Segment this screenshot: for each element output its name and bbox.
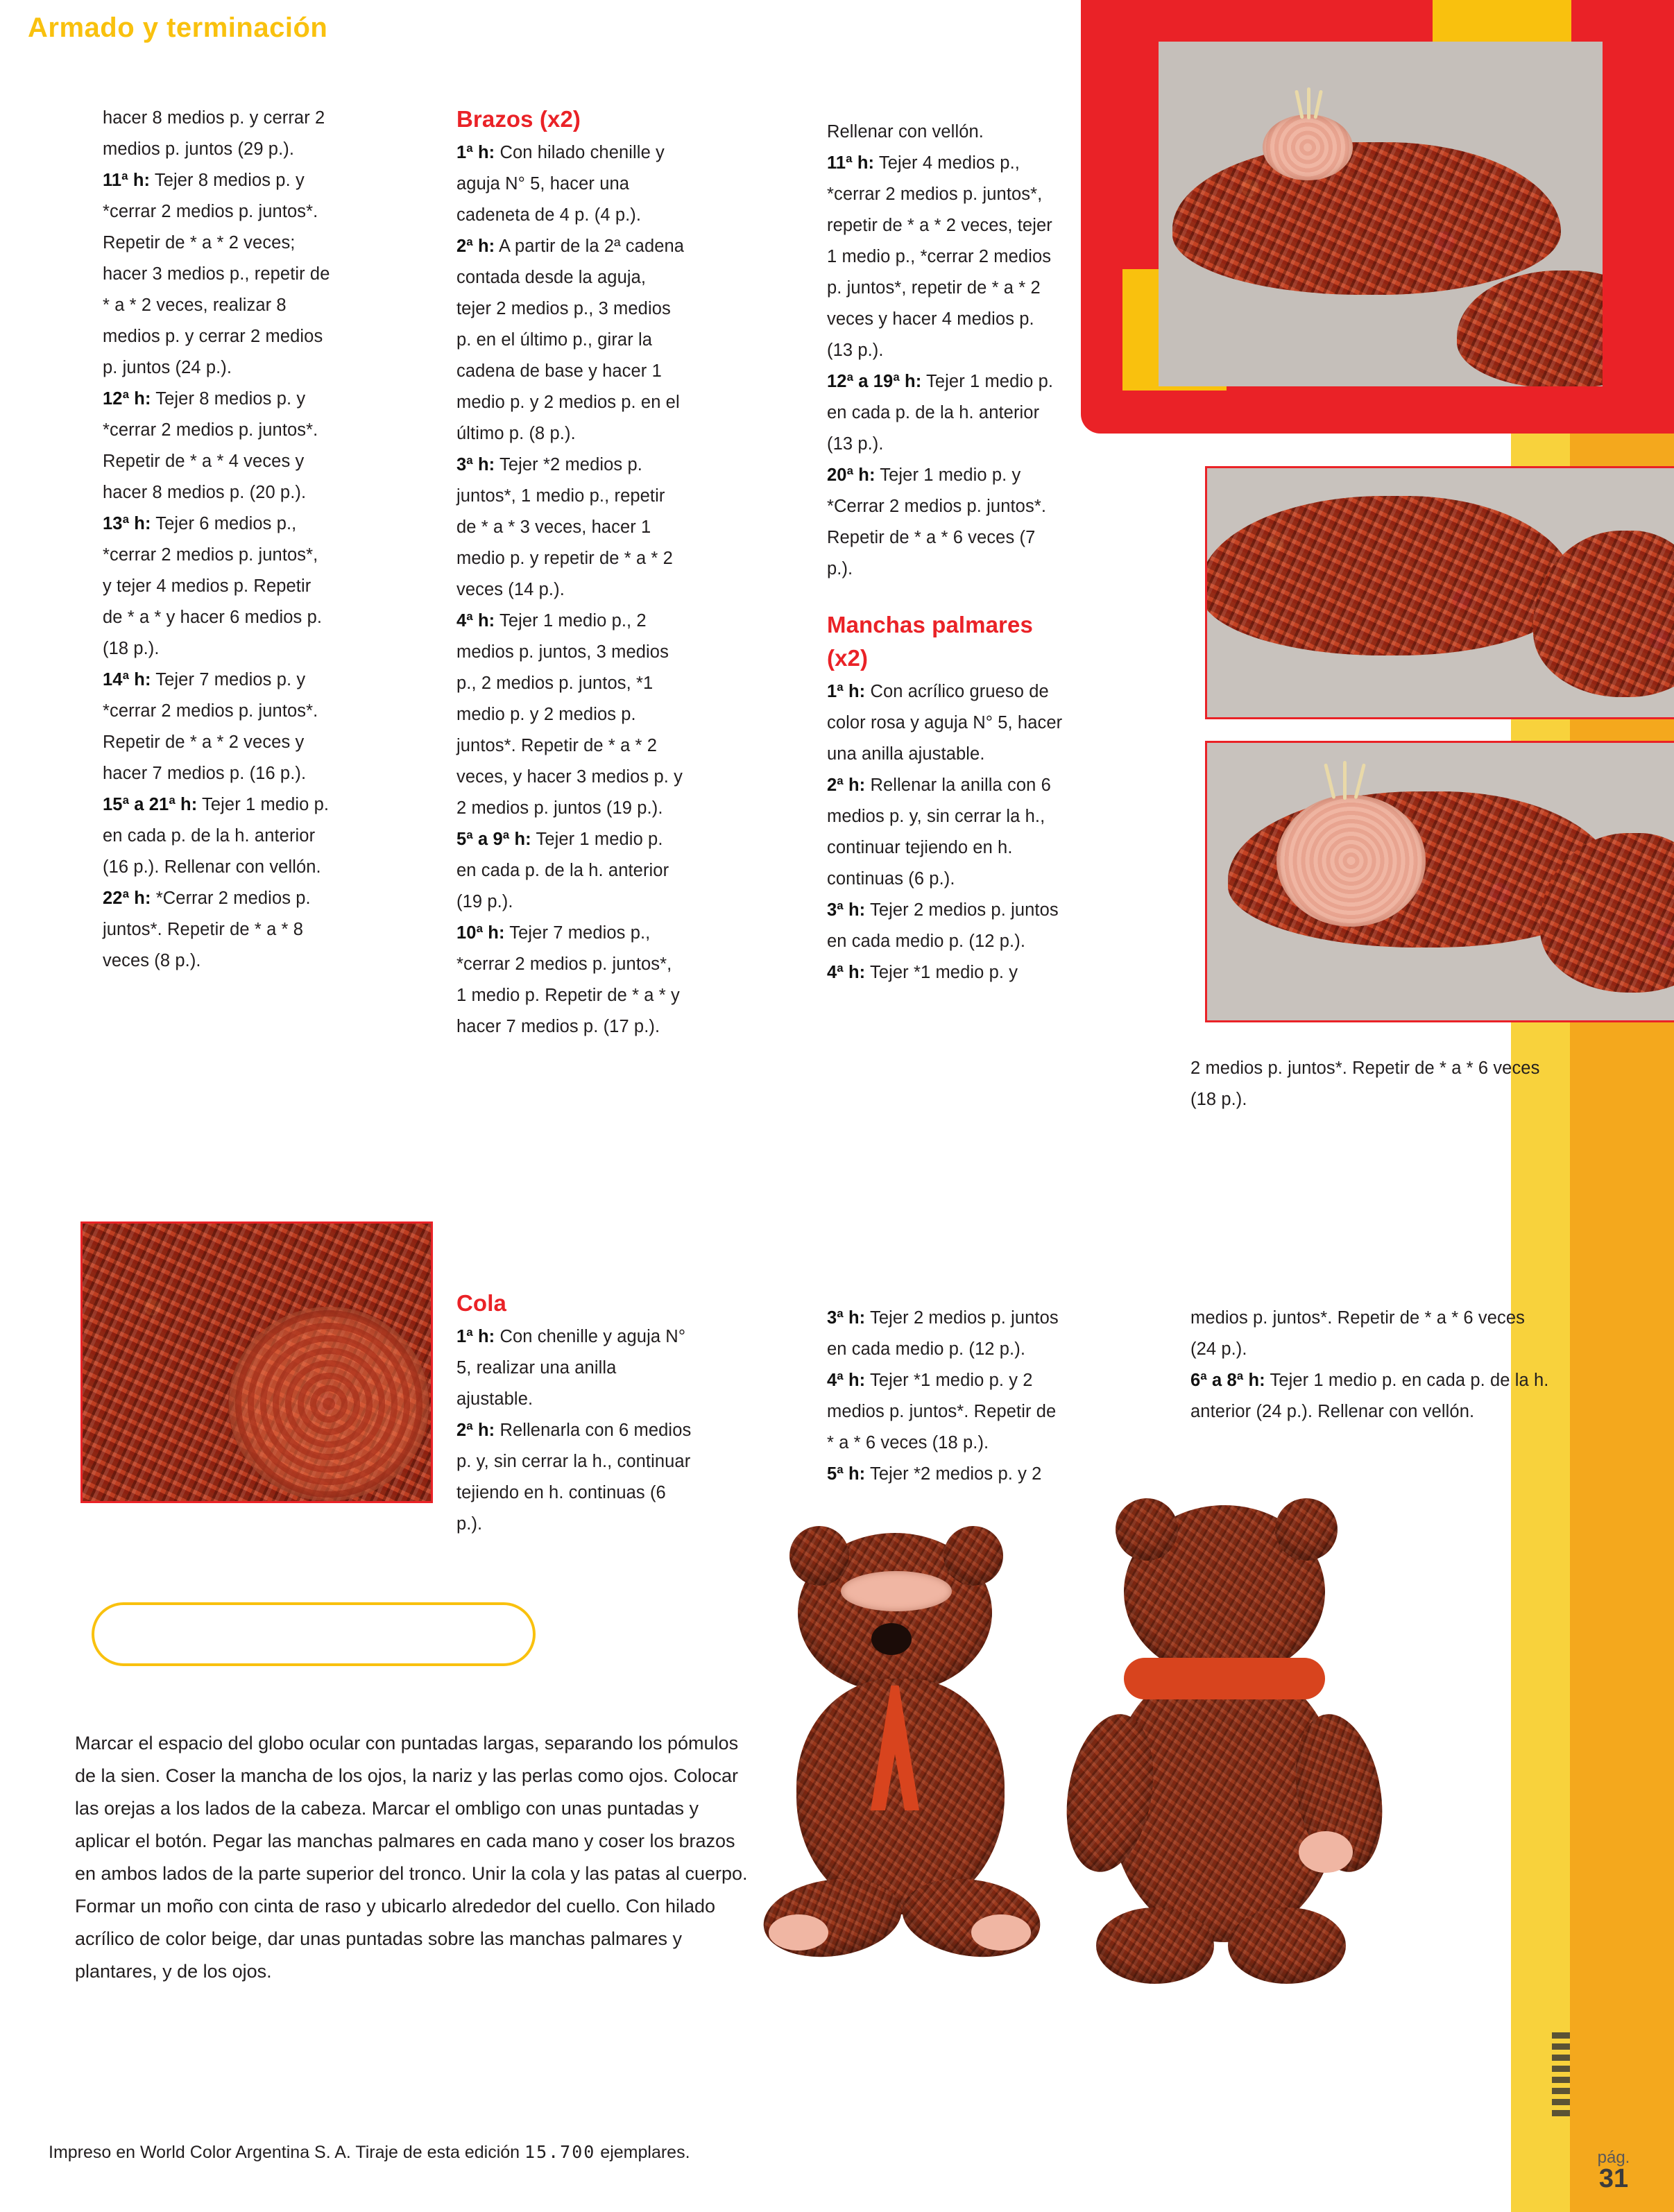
instruction-row: 15ª a 21ª h: Tejer 1 medio p. en cada p. de la h. anterior (16 p.). Rellenar con vellón. [103, 795, 330, 877]
row-label: 5ª a 9ª h: [456, 830, 531, 849]
swatch-circle-detail [228, 1307, 429, 1501]
text-column-2 [456, 103, 685, 1043]
text-column-2-lower [456, 1287, 692, 1540]
instruction-text: 2 medios p. juntos*. Repetir de * a * 6 veces (18 p.). [1190, 1058, 1540, 1109]
slipper-shape-second [1533, 531, 1674, 697]
row-label: 3ª h: [456, 455, 495, 474]
page-label: pág. [1597, 2148, 1630, 2167]
yellow-elbow-shape-2 [1122, 269, 1164, 391]
bear-right-palm-pad [1299, 1831, 1353, 1873]
row-label: 10ª h: [456, 923, 505, 943]
claw-icon [1307, 87, 1310, 119]
armado-paragraph: Marcar el espacio del globo ocular con puntadas largas, separando los pómulos de la sien. Coser la mancha de los ojos, la nariz y las perlas como ojos. Colocar las orejas a los lados de la cabeza. Marcar el ombligo con unas puntadas y aplicar el botón. Pegar las manchas palmares en cada mano y coser los brazos en ambos lados de la parte superior del tronco. Unir la cola y las patas al cuerpo. Formar un moño con cinta de raso y ubicarlo alrededor del cuello. Con hilado acrílico de color beige, dar unas puntadas sobre las manchas palmares y plantares, y de los ojos. [75, 1733, 748, 1982]
footer-text-after: ejemplares. [600, 2143, 690, 2162]
instruction-row: 1ª h: Con acrílico grueso de color rosa y aguja N° 5, hacer una anilla ajustable. [827, 682, 1063, 764]
instruction-row: 5ª a 9ª h: Tejer 1 medio p. en cada p. de la h. anterior (19 p.). [456, 830, 669, 911]
instruction-row: 2ª h: A partir de la 2ª cadena contada desde la aguja, tejer 2 medios p., 3 medios p. en el último p., girar la cadena de base y hacer 1 medio p. y 2 medios p. en el último p. (8 p.). [456, 237, 685, 443]
row-label: 11ª h: [827, 153, 875, 173]
armado-banner-title: Armado y terminación [28, 12, 328, 43]
text-column-1 [103, 103, 332, 977]
row-label: 4ª h: [456, 611, 495, 631]
row-label: 14ª h: [103, 670, 151, 689]
section-heading: Cola [456, 1290, 506, 1316]
instruction-row: 12ª a 19ª h: Tejer 1 medio p. en cada p. de la h. anterior (13 p.). [827, 372, 1054, 454]
row-label: 6ª a 8ª h: [1190, 1371, 1265, 1390]
instruction-text: Rellenar con vellón. [827, 122, 984, 142]
plantar-pad [1263, 114, 1353, 180]
section-heading: Manchas palmares (x2) [827, 612, 1033, 671]
row-label: 4ª h: [827, 1371, 866, 1390]
text-column-4-lower [1190, 1303, 1551, 1427]
row-label: 3ª h: [827, 900, 866, 920]
instruction-row: 1ª h: Con hilado chenille y aguja N° 5, hacer una cadeneta de 4 p. (4 p.). [456, 143, 665, 225]
bear-left-nose [871, 1623, 912, 1655]
instruction-text: hacer 8 medios p. y cerrar 2 medios p. juntos (29 p.). [103, 108, 325, 159]
row-label: 1ª h: [456, 143, 495, 162]
bear-right-leg [1096, 1907, 1214, 1984]
instruction-row: 1ª h: Con chenille y aguja N° 5, realizar una anilla ajustable. [456, 1327, 686, 1409]
armado-body-text [75, 1727, 755, 1988]
armado-banner [92, 1602, 536, 1666]
claw-icon [1295, 89, 1304, 119]
footer-text-before: Impreso en World Color Argentina S. A. Tiraje de esta edición [49, 2143, 520, 2162]
bear-right-ribbon [1124, 1658, 1325, 1699]
slipper-shape-second [1457, 271, 1603, 386]
claw-icon [1343, 761, 1347, 800]
photo-slipper-top [1159, 42, 1603, 386]
row-label: 11ª h: [103, 171, 151, 190]
instruction-row: 22ª h: *Cerrar 2 medios p. juntos*. Repetir de * a * 8 veces (8 p.). [103, 889, 311, 970]
palmar-pad [1276, 795, 1426, 927]
instruction-row: 14ª h: Tejer 7 medios p. y *cerrar 2 medios p. juntos*. Repetir de * a * 2 veces y hacer 7 medios p. (16 p.). [103, 670, 318, 783]
row-label: 2ª h: [456, 1421, 495, 1440]
row-label: 12ª a 19ª h: [827, 372, 922, 391]
instruction-row: 11ª h: Tejer 4 medios p., *cerrar 2 medios p. juntos*, repetir de * a * 2 veces, tejer 1 medio p., *cerrar 2 medios p. juntos*, repetir de * a * 2 veces y hacer 4 medios p. (13 p.). [827, 153, 1052, 360]
instruction-row: 12ª h: Tejer 8 medios p. y *cerrar 2 medios p. juntos*. Repetir de * a * 4 veces y hacer 8 medios p. (20 p.). [103, 389, 318, 502]
bear-right-leg-2 [1228, 1907, 1346, 1984]
bear-left-ear-2 [943, 1526, 1003, 1586]
row-label: 13ª h: [103, 514, 151, 533]
instruction-row: 4ª h: Tejer *1 medio p. y 2 medios p. juntos*. Repetir de * a * 6 veces (18 p.). [827, 1371, 1057, 1452]
row-label: 4ª h: [827, 963, 866, 982]
row-label: 2ª h: [456, 237, 495, 256]
print-footer [49, 2142, 690, 2163]
claw-icon [1313, 89, 1323, 119]
registration-marks [1552, 2032, 1570, 2136]
bear-left-ear [789, 1526, 849, 1586]
instruction-row: 3ª h: Tejer 2 medios p. juntos en cada medio p. (12 p.). [827, 900, 1059, 951]
instruction-row: 20ª h: Tejer 1 medio p. y *Cerrar 2 medios p. juntos*. Repetir de * a * 6 veces (7 p.). [827, 465, 1047, 578]
instruction-row: 4ª h: Tejer 1 medio p., 2 medios p. juntos, 3 medios p., 2 medios p. juntos, *1 medio p. y 2 medios p. juntos*. Repetir de * a * 2 veces, y hacer 3 medios p. y 2 medios p. juntos (19 p.). [456, 611, 683, 818]
text-column-3-lower [827, 1303, 1063, 1490]
bear-left-eye-patch [841, 1571, 952, 1611]
instruction-row: 6ª a 8ª h: Tejer 1 medio p. en cada p. de la h. anterior (24 p.). Rellenar con vellón. [1190, 1371, 1549, 1421]
section-heading: Brazos (x2) [456, 106, 581, 132]
instruction-row: 4ª h: Tejer *1 medio p. y [827, 963, 1018, 982]
bear-left-foot-pad [769, 1914, 828, 1950]
row-label: 1ª h: [827, 682, 866, 701]
instruction-row: 13ª h: Tejer 6 medios p., *cerrar 2 medios p. juntos*, y tejer 4 medios p. Repetir de * a * y hacer 6 medios p. (18 p.). [103, 514, 323, 658]
row-label: 12ª h: [103, 389, 151, 409]
instruction-row: 11ª h: Tejer 8 medios p. y *cerrar 2 medios p. juntos*. Repetir de * a * 2 veces; hacer 3 medios p., repetir de * a * 2 veces, realizar 8 medios p. y cerrar 2 medios p. juntos (24 p.). [103, 171, 330, 377]
row-label: 22ª h: [103, 889, 151, 908]
row-label: 3ª h: [827, 1308, 866, 1328]
instruction-row: 3ª h: Tejer 2 medios p. juntos en cada medio p. (12 p.). [827, 1308, 1059, 1359]
bear-right-ear-2 [1275, 1498, 1338, 1561]
text-column-4 [1190, 1053, 1551, 1115]
row-label: 20ª h: [827, 465, 876, 485]
bear-left-foot-pad-2 [971, 1914, 1031, 1950]
instruction-row: 2ª h: Rellenar la anilla con 6 medios p. y, sin cerrar la h., continuar tejiendo en h. continuas (6 p.). [827, 775, 1051, 889]
instruction-row: 5ª h: Tejer *2 medios p. y 2 [827, 1464, 1042, 1484]
instruction-row: 2ª h: Rellenarla con 6 medios p. y, sin cerrar la h., continuar tejiendo en h. continuas (6 p.). [456, 1421, 692, 1534]
row-label: 15ª a 21ª h: [103, 795, 198, 814]
row-label: 2ª h: [827, 775, 866, 795]
photo-palmar-pad [1205, 741, 1674, 1022]
photo-fabric-swatch [80, 1221, 433, 1503]
page-number: 31 [1598, 2164, 1629, 2193]
footer-tiraje-number: 15.700 [524, 2142, 596, 2162]
page-number-block [1575, 2147, 1652, 2193]
instruction-row: 3ª h: Tejer *2 medios p. juntos*, 1 medio p., repetir de * a * 3 veces, hacer 1 medio p. y repetir de * a * 2 veces (14 p.). [456, 455, 673, 599]
slipper-shape-second [1540, 833, 1674, 993]
photo-slipper-middle [1205, 466, 1674, 719]
instruction-text: medios p. juntos*. Repetir de * a * 6 veces (24 p.). [1190, 1308, 1525, 1359]
bear-right-ear [1116, 1498, 1178, 1561]
text-column-3 [827, 117, 1063, 988]
photo-finished-bears [735, 1505, 1568, 2199]
row-label: 1ª h: [456, 1327, 495, 1346]
instruction-row: 10ª h: Tejer 7 medios p., *cerrar 2 medios p. juntos*, 1 medio p. Repetir de * a * y hacer 7 medios p. (17 p.). [456, 923, 680, 1036]
slipper-shape [1205, 496, 1575, 655]
row-label: 5ª h: [827, 1464, 866, 1484]
